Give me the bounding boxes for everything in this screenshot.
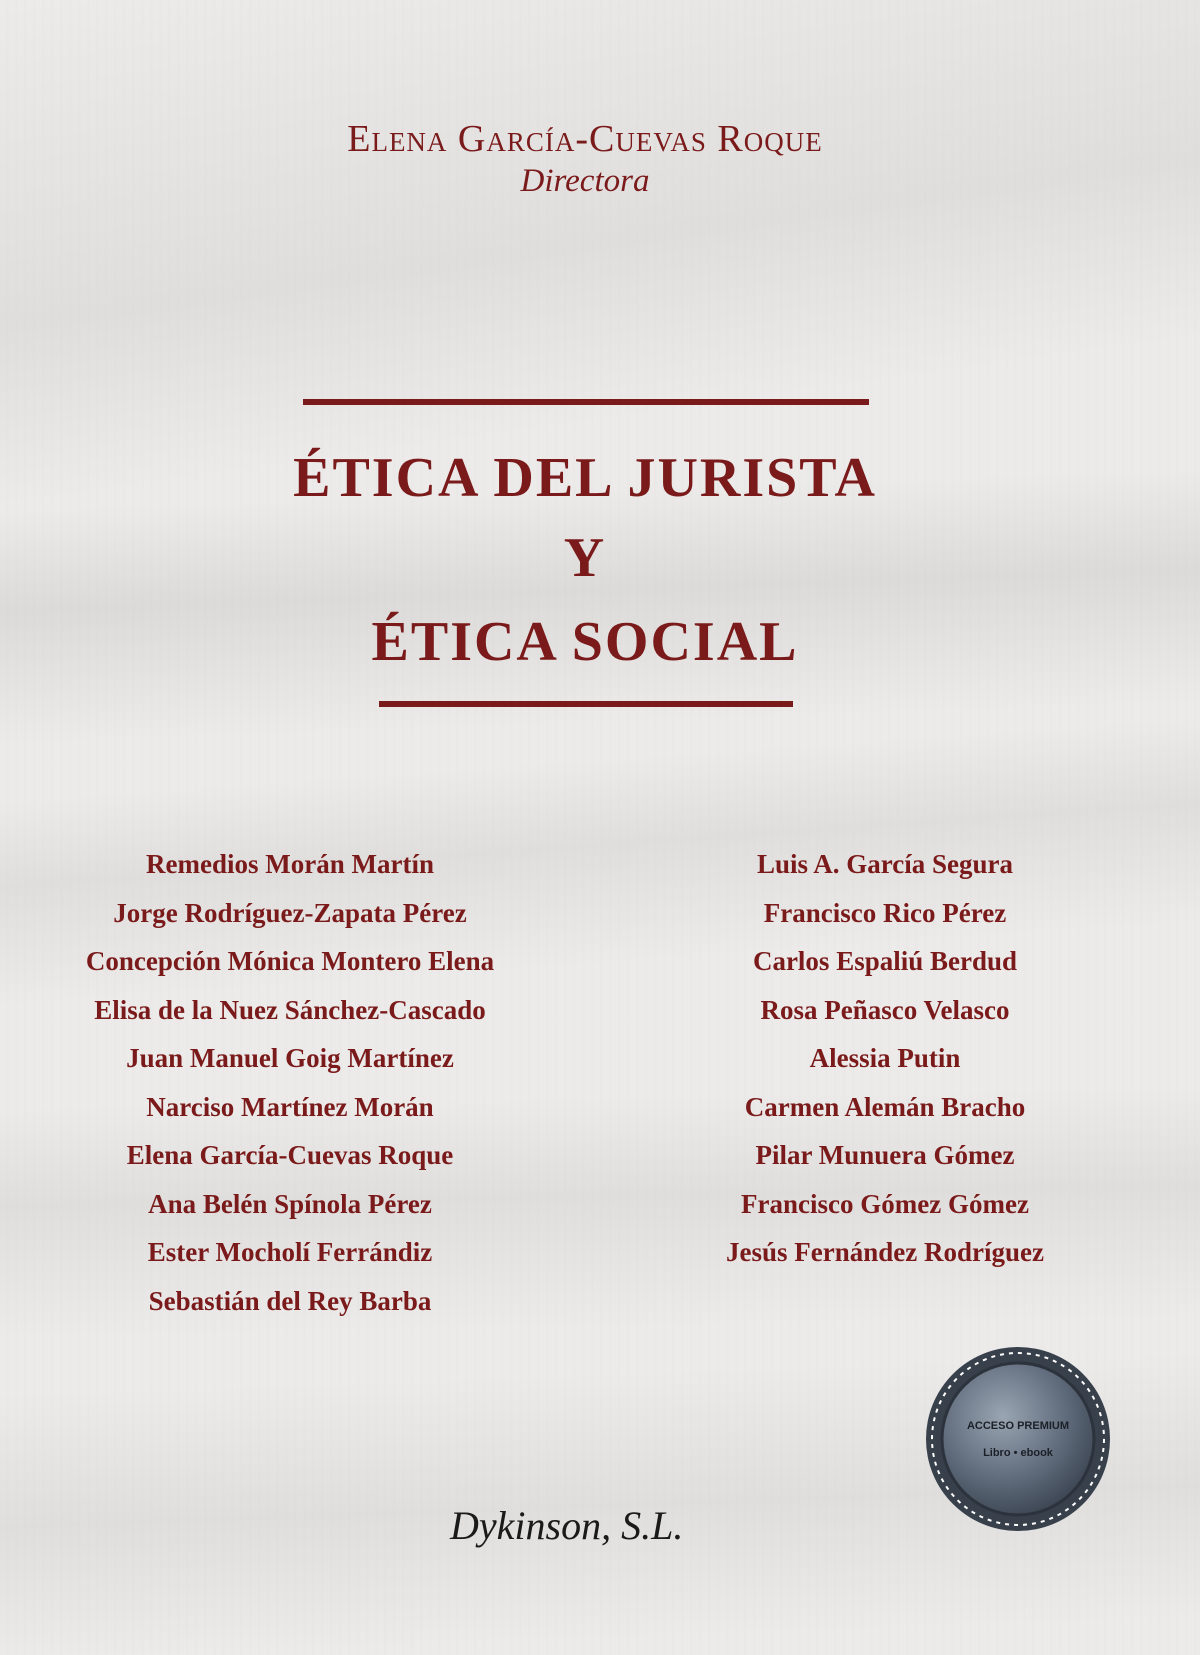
author-name: Rosa Peñasco Velasco [760, 994, 1010, 1025]
author-name: Luis A. García Segura [756, 849, 1014, 879]
seal-text-line2: Libro • ebook [983, 1447, 1053, 1459]
author-name: Jorge Rodríguez-Zapata Pérez [113, 897, 467, 928]
director-name: Elena García-Cuevas Roque [347, 118, 823, 160]
title-line-2: Y [563, 527, 607, 589]
premium-access-seal [925, 1346, 1111, 1532]
author-name: Ana Belén Spínola Pérez [148, 1188, 432, 1219]
author-name: Narciso Martínez Morán [146, 1091, 434, 1122]
author-name: Ester Mocholí Ferrándiz [147, 1237, 433, 1267]
author-name: Francisco Gómez Gómez [741, 1188, 1029, 1219]
author-name: Pilar Munuera Gómez [755, 1140, 1015, 1170]
author-name: Elisa de la Nuez Sánchez-Cascado [94, 994, 486, 1025]
authors-left-column [30, 840, 550, 1325]
author-name: Juan Manuel Goig Martínez [126, 1043, 454, 1073]
title-rule-bottom [379, 701, 793, 707]
title-rule-top [303, 399, 869, 405]
director-role: Directora [520, 163, 650, 199]
seal-face [942, 1363, 1094, 1515]
title-line-3: ÉTICA SOCIAL [371, 611, 799, 673]
author-name: Alessia Putin [809, 1043, 961, 1073]
author-name: Carlos Espaliú Berdud [752, 946, 1018, 976]
author-name: Remedios Morán Martín [146, 849, 434, 879]
author-name: Carmen Alemán Bracho [744, 1091, 1026, 1122]
author-name: Sebastián del Rey Barba [148, 1285, 432, 1316]
publisher-logo: Dykinson, S.L. [450, 1503, 684, 1548]
author-name: Jesús Fernández Rodríguez [726, 1237, 1044, 1267]
title-line-1: ÉTICA DEL JURISTA [293, 447, 877, 509]
author-name: Francisco Rico Pérez [763, 897, 1007, 928]
author-name: Elena García-Cuevas Roque [126, 1140, 454, 1170]
authors-right-column [660, 840, 1110, 1277]
author-name: Concepción Mónica Montero Elena [85, 946, 495, 976]
seal-text-line1: ACCESO PREMIUM [966, 1420, 1070, 1432]
